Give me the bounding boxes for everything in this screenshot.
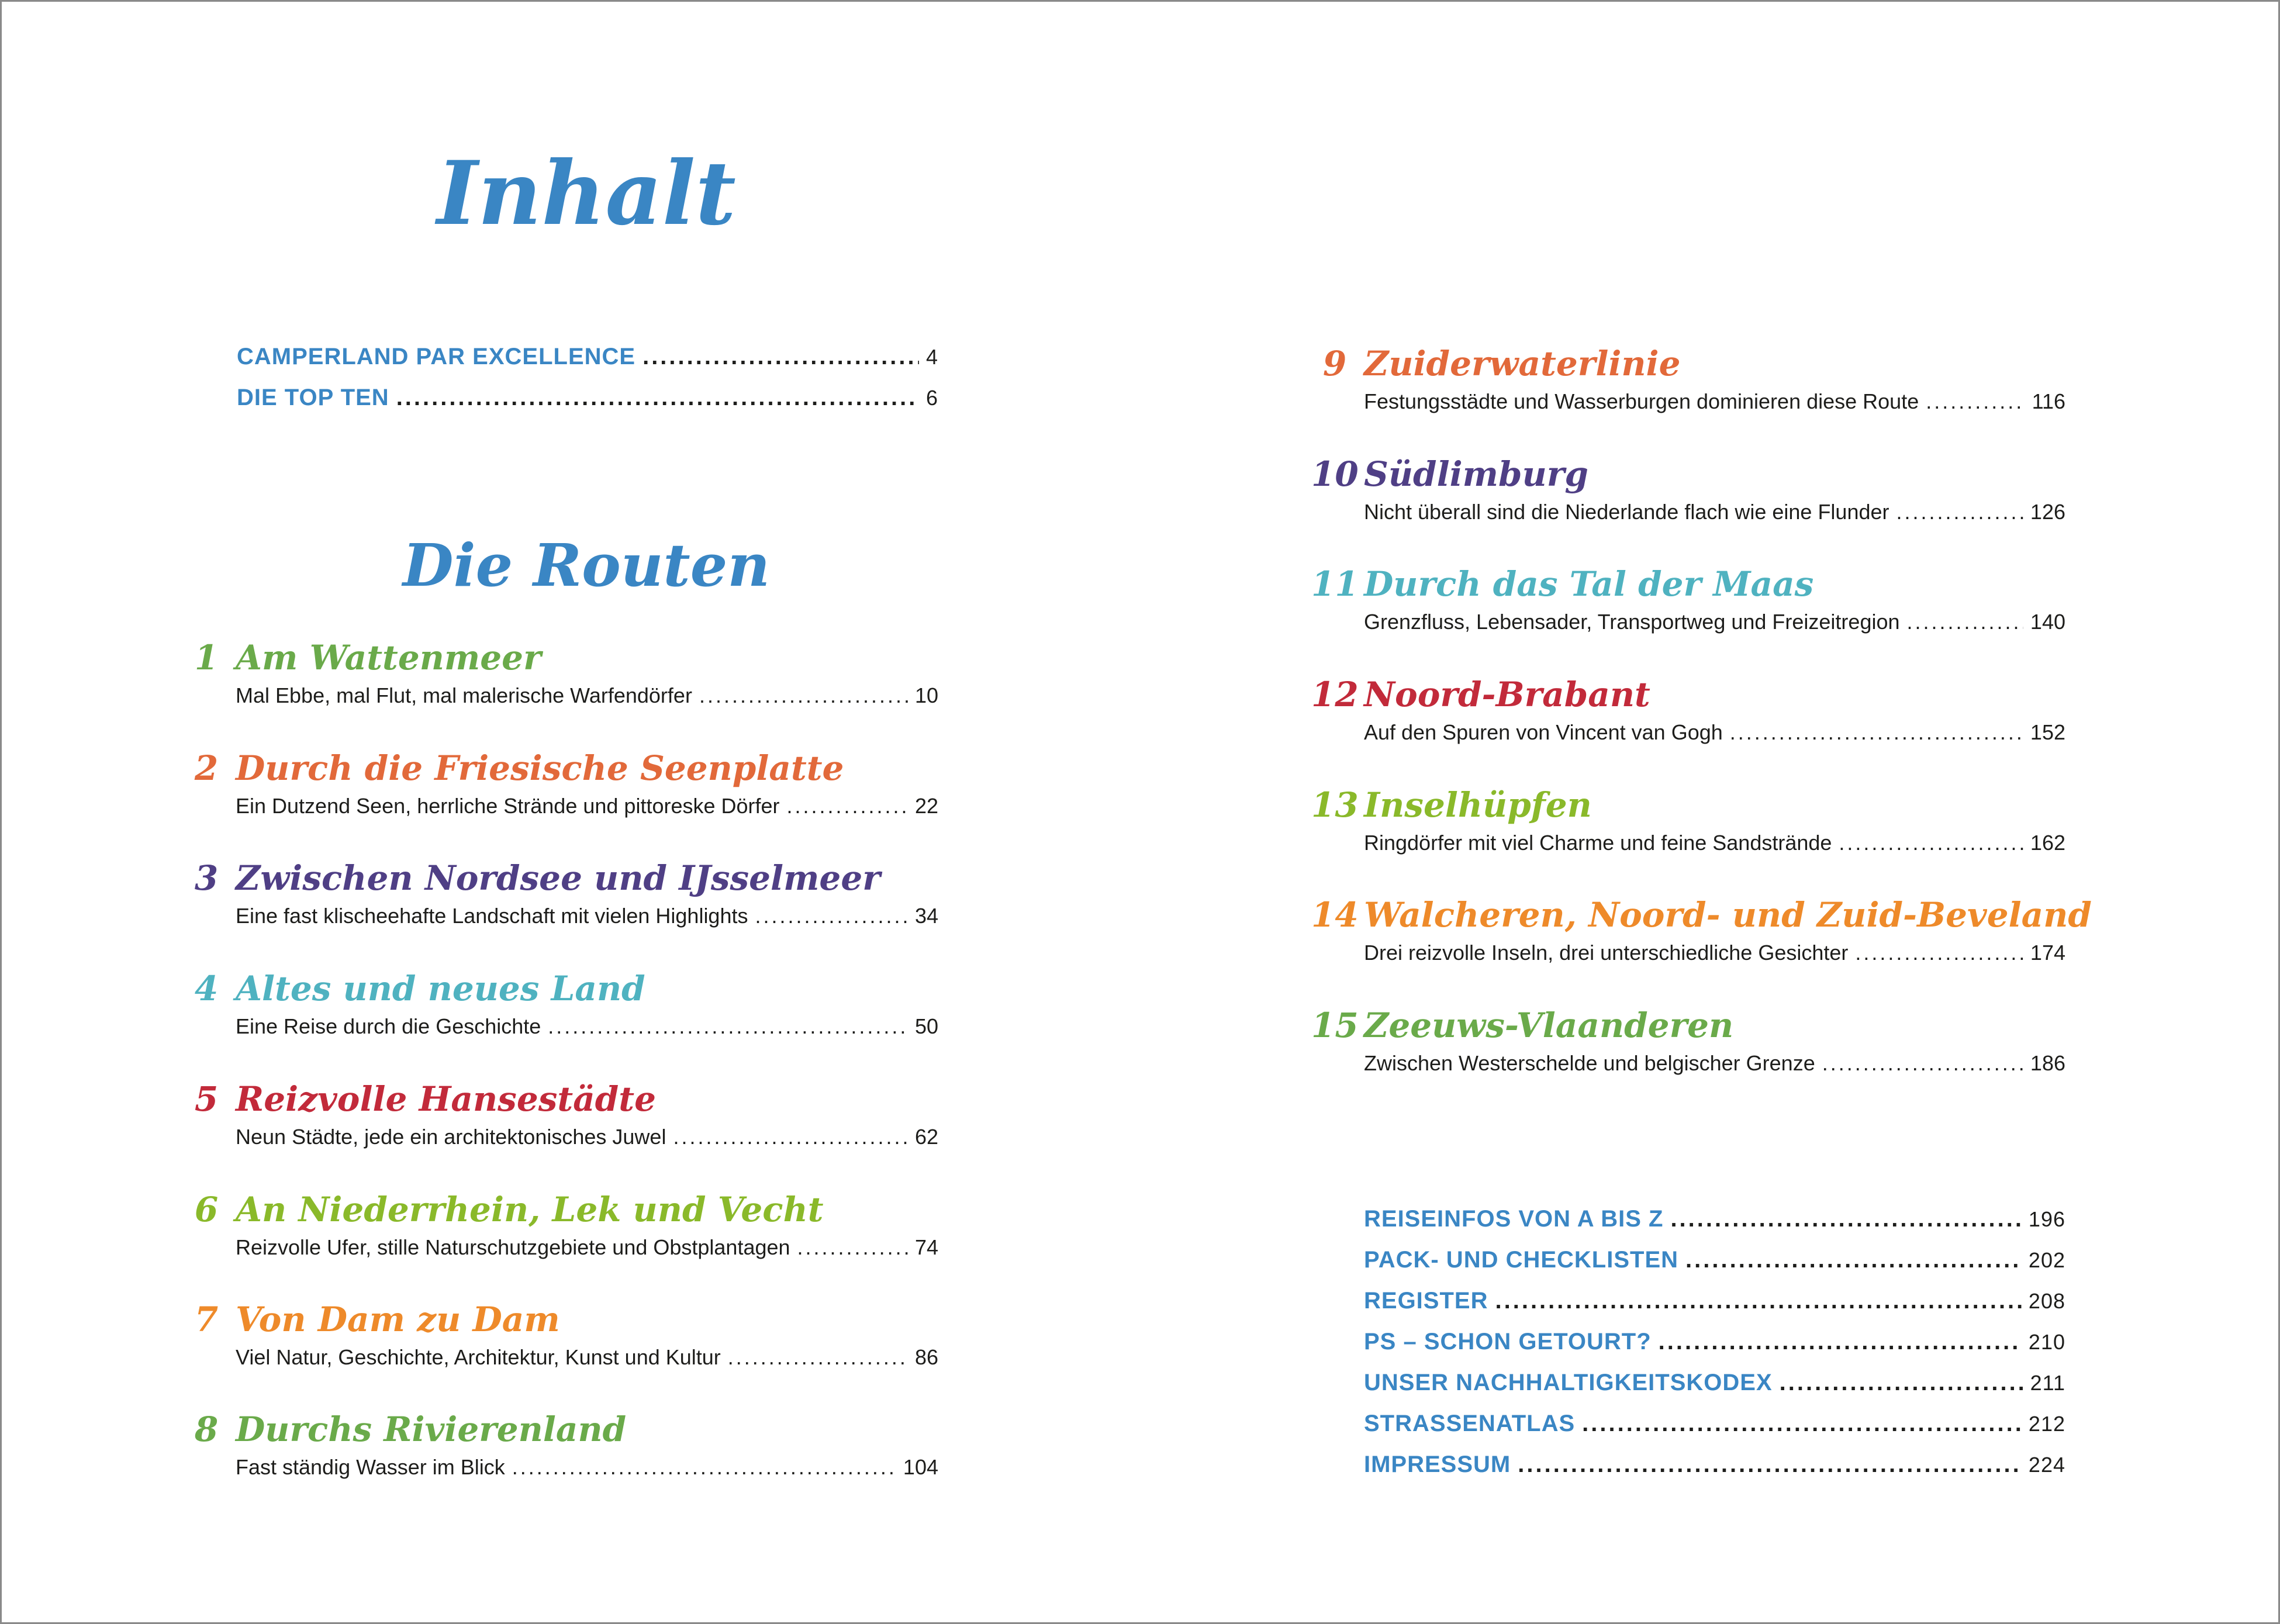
dot-leader	[1822, 1051, 2023, 1076]
route-subtitle: Ein Dutzend Seen, herrliche Strände und pittoreske Dörfer	[236, 794, 780, 818]
route-subtitle: Festungsstädte und Wasserburgen dominieren diese Route	[1364, 389, 1919, 413]
route-subtitle-line	[1364, 1051, 2065, 1080]
dot-leader	[1780, 1370, 2023, 1396]
toc-entry-page: 211	[2030, 1371, 2065, 1395]
route-number: 9	[1322, 344, 1347, 383]
route-entry[interactable]	[1311, 675, 2065, 774]
route-subtitle-line	[236, 683, 938, 713]
route-title: Altes und neues Land	[236, 969, 645, 1008]
route-entry[interactable]	[1311, 1006, 2065, 1105]
route-title: Südlimburg	[1364, 454, 1588, 494]
toc-entry-label: UNSER NACHHALTIGKEITSKODEX	[1364, 1370, 1773, 1395]
route-subtitle-line	[236, 904, 938, 933]
toc-entry-impressum[interactable]	[1364, 1452, 2065, 1481]
toc-entry-label: PS – SCHON GETOURT?	[1364, 1329, 1652, 1355]
route-subtitle-line	[1364, 941, 2065, 970]
dot-leader	[1907, 610, 2023, 634]
route-title: Durch das Tal der Maas	[1364, 564, 1814, 604]
page-title: Inhalt	[437, 142, 736, 245]
route-subtitle-line	[1364, 831, 2065, 860]
route-subtitle: Auf den Spuren von Vincent van Gogh	[1364, 720, 1723, 744]
route-subtitle-line	[1364, 720, 2065, 749]
route-entry[interactable]	[189, 1409, 938, 1509]
dot-leader	[548, 1014, 908, 1039]
routes-heading: Die Routen	[402, 531, 771, 600]
route-page: 62	[914, 1125, 938, 1149]
dot-leader	[787, 794, 908, 818]
route-entry[interactable]	[1311, 564, 2065, 664]
dot-leader	[728, 1345, 908, 1370]
dot-leader	[1518, 1452, 2022, 1478]
dot-leader	[512, 1455, 896, 1480]
route-page: 34	[914, 904, 938, 928]
route-title: Von Dam zu Dam	[236, 1300, 560, 1339]
route-page: 116	[2032, 389, 2065, 413]
route-title: Inselhüpfen	[1364, 785, 1592, 825]
dot-leader	[1659, 1329, 2022, 1355]
toc-entry-label: PACK- UND CHECKLISTEN	[1364, 1247, 1679, 1273]
route-entry[interactable]	[189, 1190, 938, 1289]
route-subtitle-line	[1364, 610, 2065, 639]
route-number: 1	[194, 638, 219, 678]
dot-leader	[396, 385, 919, 411]
route-number: 3	[194, 858, 219, 898]
route-subtitle: Ringdörfer mit viel Charme und feine Sandstrände	[1364, 831, 1832, 855]
route-subtitle: Fast ständig Wasser im Blick	[236, 1455, 505, 1479]
route-entry[interactable]	[189, 638, 938, 737]
route-subtitle: Eine fast klischeehafte Landschaft mit vielen Highlights	[236, 904, 748, 928]
toc-entry-page: 224	[2028, 1453, 2065, 1477]
route-entry[interactable]	[189, 748, 938, 848]
route-subtitle-line	[236, 1345, 938, 1374]
toc-entry-page: 212	[2028, 1412, 2065, 1436]
toc-entry-reiseinfos[interactable]	[1364, 1206, 2065, 1235]
toc-entry-page: 202	[2028, 1248, 2065, 1272]
route-title: An Niederrhein, Lek und Vecht	[236, 1190, 824, 1229]
route-entry[interactable]	[189, 858, 938, 958]
route-entry[interactable]	[1311, 344, 2065, 443]
toc-entry-label: DIE TOP TEN	[237, 385, 389, 410]
route-title: Zwischen Nordsee und IJsselmeer	[236, 858, 880, 898]
route-page: 186	[2030, 1051, 2065, 1075]
route-number: 8	[194, 1409, 219, 1449]
route-subtitle: Viel Natur, Geschichte, Architektur, Kunst und Kultur	[236, 1345, 721, 1369]
route-number: 4	[194, 969, 219, 1008]
route-number: 13	[1311, 785, 1359, 825]
toc-entry-page: 208	[2028, 1289, 2065, 1313]
dot-leader	[755, 904, 907, 928]
route-page: 104	[903, 1455, 938, 1479]
toc-entry-checklisten[interactable]	[1364, 1247, 2065, 1276]
route-number: 14	[1311, 895, 1359, 935]
route-number: 10	[1311, 454, 1359, 494]
route-title: Durchs Rivierenland	[236, 1409, 627, 1449]
dot-leader	[1495, 1288, 2021, 1314]
toc-entry-register[interactable]	[1364, 1288, 2065, 1317]
route-title: Zeeuws-Vlaanderen	[1364, 1006, 1734, 1045]
route-page: 140	[2030, 610, 2065, 634]
route-subtitle: Mal Ebbe, mal Flut, mal malerische Warfendörfer	[236, 683, 692, 707]
route-entry[interactable]	[1311, 785, 2065, 884]
toc-entry-camperland[interactable]	[237, 344, 938, 373]
route-entry[interactable]	[1311, 454, 2065, 554]
route-entry[interactable]	[1311, 895, 2092, 994]
dot-leader	[1730, 720, 2023, 745]
dot-leader	[1926, 389, 2025, 414]
dot-leader	[1855, 941, 2023, 965]
toc-entry-ps[interactable]	[1364, 1329, 2065, 1358]
route-page: 174	[2030, 941, 2065, 965]
dot-leader	[1896, 500, 2023, 524]
route-number: 11	[1311, 564, 1359, 604]
route-page: 86	[914, 1345, 938, 1369]
dot-leader	[642, 344, 919, 370]
route-number: 5	[194, 1079, 219, 1119]
toc-entry-label: REISEINFOS VON A BIS Z	[1364, 1206, 1664, 1232]
route-subtitle-line	[236, 1235, 938, 1264]
route-number: 2	[194, 748, 219, 788]
route-subtitle: Nicht überall sind die Niederlande flach wie eine Flunder	[1364, 500, 1889, 524]
toc-entry-strassenatlas[interactable]	[1364, 1411, 2065, 1440]
route-title: Reizvolle Hansestädte	[236, 1079, 656, 1119]
dot-leader	[797, 1235, 908, 1260]
route-entry[interactable]	[189, 969, 938, 1068]
route-page: 74	[914, 1235, 938, 1259]
route-page: 22	[914, 794, 938, 818]
route-subtitle: Reizvolle Ufer, stille Naturschutzgebiete und Obstplantagen	[236, 1235, 790, 1259]
route-page: 50	[914, 1014, 938, 1038]
toc-entry-nachhaltigkeit[interactable]	[1364, 1370, 2065, 1399]
route-title: Walcheren, Noord- und Zuid-Beveland	[1364, 895, 2092, 935]
route-number: 12	[1311, 675, 1359, 714]
route-subtitle: Grenzfluss, Lebensader, Transportweg und Freizeitregion	[1364, 610, 1900, 634]
toc-entry-label: REGISTER	[1364, 1288, 1488, 1314]
route-subtitle-line	[236, 794, 938, 823]
route-subtitle: Eine Reise durch die Geschichte	[236, 1014, 541, 1038]
toc-entry-page: 6	[925, 386, 938, 410]
dot-leader	[1839, 831, 2023, 855]
route-subtitle: Neun Städte, jede ein architektonisches Juwel	[236, 1125, 666, 1149]
route-page: 10	[914, 683, 938, 707]
toc-entry-label: CAMPERLAND PAR EXCELLENCE	[237, 344, 636, 369]
route-page: 162	[2030, 831, 2065, 855]
dot-leader	[673, 1125, 908, 1149]
route-title: Zuiderwaterlinie	[1364, 344, 1681, 383]
toc-entry-label: STRASSENATLAS	[1364, 1411, 1576, 1436]
toc-entry-label: IMPRESSUM	[1364, 1452, 1511, 1477]
toc-entry-page: 4	[925, 345, 938, 369]
route-subtitle: Zwischen Westerschelde und belgischer Grenze	[1364, 1051, 1815, 1075]
route-title: Am Wattenmeer	[236, 638, 541, 678]
route-subtitle-line	[236, 1455, 938, 1484]
route-entry[interactable]	[189, 1300, 938, 1399]
route-number: 7	[194, 1300, 219, 1339]
route-subtitle-line	[1364, 500, 2065, 529]
dot-leader	[699, 683, 908, 708]
toc-entry-page: 210	[2028, 1330, 2065, 1354]
route-number: 6	[194, 1190, 219, 1229]
route-entry[interactable]	[189, 1079, 938, 1179]
route-subtitle-line	[1364, 389, 2065, 419]
route-subtitle-line	[236, 1125, 938, 1154]
route-page: 126	[2030, 500, 2065, 524]
route-number: 15	[1311, 1006, 1359, 1045]
dot-leader	[1670, 1206, 2021, 1232]
route-subtitle: Drei reizvolle Inseln, drei unterschiedliche Gesichter	[1364, 941, 1849, 965]
route-title: Durch die Friesische Seenplatte	[236, 748, 844, 788]
route-page: 152	[2030, 720, 2065, 744]
toc-entry-page: 196	[2028, 1207, 2065, 1231]
route-title: Noord-Brabant	[1364, 675, 1650, 714]
dot-leader	[1685, 1247, 2022, 1273]
route-subtitle-line	[236, 1014, 938, 1043]
dot-leader	[1582, 1411, 2022, 1437]
toc-entry-top-ten[interactable]	[237, 385, 938, 414]
